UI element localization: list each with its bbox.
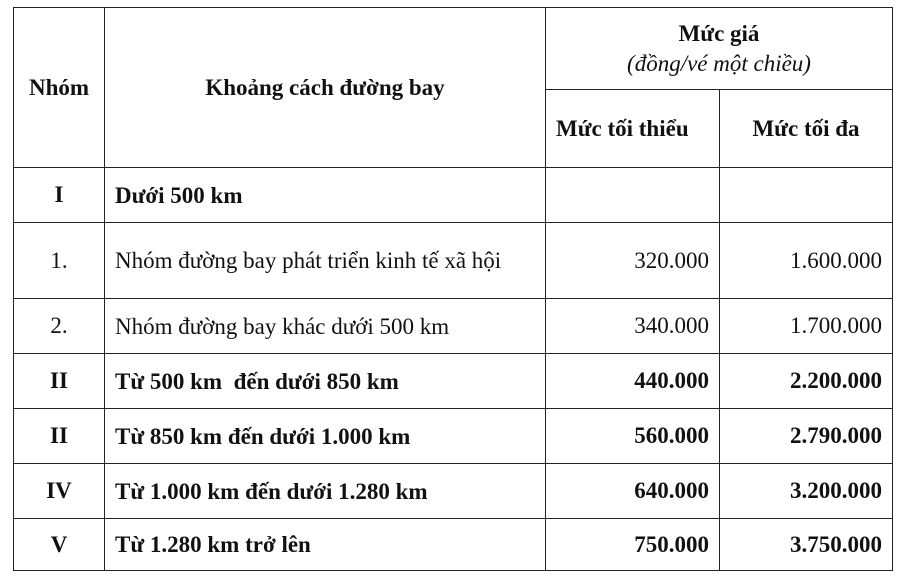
row-min: 750.000: [546, 519, 720, 571]
row-max: [720, 168, 893, 223]
row-distance: Từ 500 km đến dưới 850 km: [105, 354, 546, 409]
header-price-label: Mức giá: [678, 20, 760, 46]
header-price-unit: (đồng/vé một chiều): [627, 50, 811, 76]
row-group-no: 1.: [14, 223, 105, 299]
table-row: [14, 354, 893, 409]
row-distance: Dưới 500 km: [105, 168, 546, 223]
row-distance: Nhóm đường bay khác dưới 500 km: [105, 299, 546, 354]
table-row: [14, 299, 893, 354]
row-group-no: II: [14, 354, 105, 409]
row-group-no: 2.: [14, 299, 105, 354]
row-max: 1.700.000: [720, 299, 893, 354]
row-group-no: IV: [14, 464, 105, 519]
table-row: [14, 223, 893, 299]
row-max: 2.790.000: [720, 409, 893, 464]
row-min: [546, 168, 720, 223]
header-distance: Khoảng cách đường bay: [105, 8, 546, 168]
fare-table: [13, 7, 893, 571]
row-max: 2.200.000: [720, 354, 893, 409]
row-distance: Từ 850 km đến dưới 1.000 km: [105, 409, 546, 464]
row-max: 3.200.000: [720, 464, 893, 519]
header-min: Mức tối thiểu: [546, 90, 720, 168]
header-max: Mức tối đa: [720, 90, 893, 168]
table-row: [14, 168, 893, 223]
row-group-no: V: [14, 519, 105, 571]
row-group-no: I: [14, 168, 105, 223]
row-distance: Nhóm đường bay phát triển kinh tế xã hội: [105, 223, 546, 299]
row-distance: Từ 1.000 km đến dưới 1.280 km: [105, 464, 546, 519]
row-min: 640.000: [546, 464, 720, 519]
table-row: [14, 519, 893, 571]
row-max: 1.600.000: [720, 223, 893, 299]
header-price: [546, 8, 893, 90]
row-min: 440.000: [546, 354, 720, 409]
table-row: [14, 464, 893, 519]
row-distance: Từ 1.280 km trở lên: [105, 519, 546, 571]
row-max: 3.750.000: [720, 519, 893, 571]
header-group: Nhóm: [14, 8, 105, 168]
row-min: 560.000: [546, 409, 720, 464]
row-group-no: II: [14, 409, 105, 464]
table-row: [14, 409, 893, 464]
row-min: 340.000: [546, 299, 720, 354]
row-min: 320.000: [546, 223, 720, 299]
